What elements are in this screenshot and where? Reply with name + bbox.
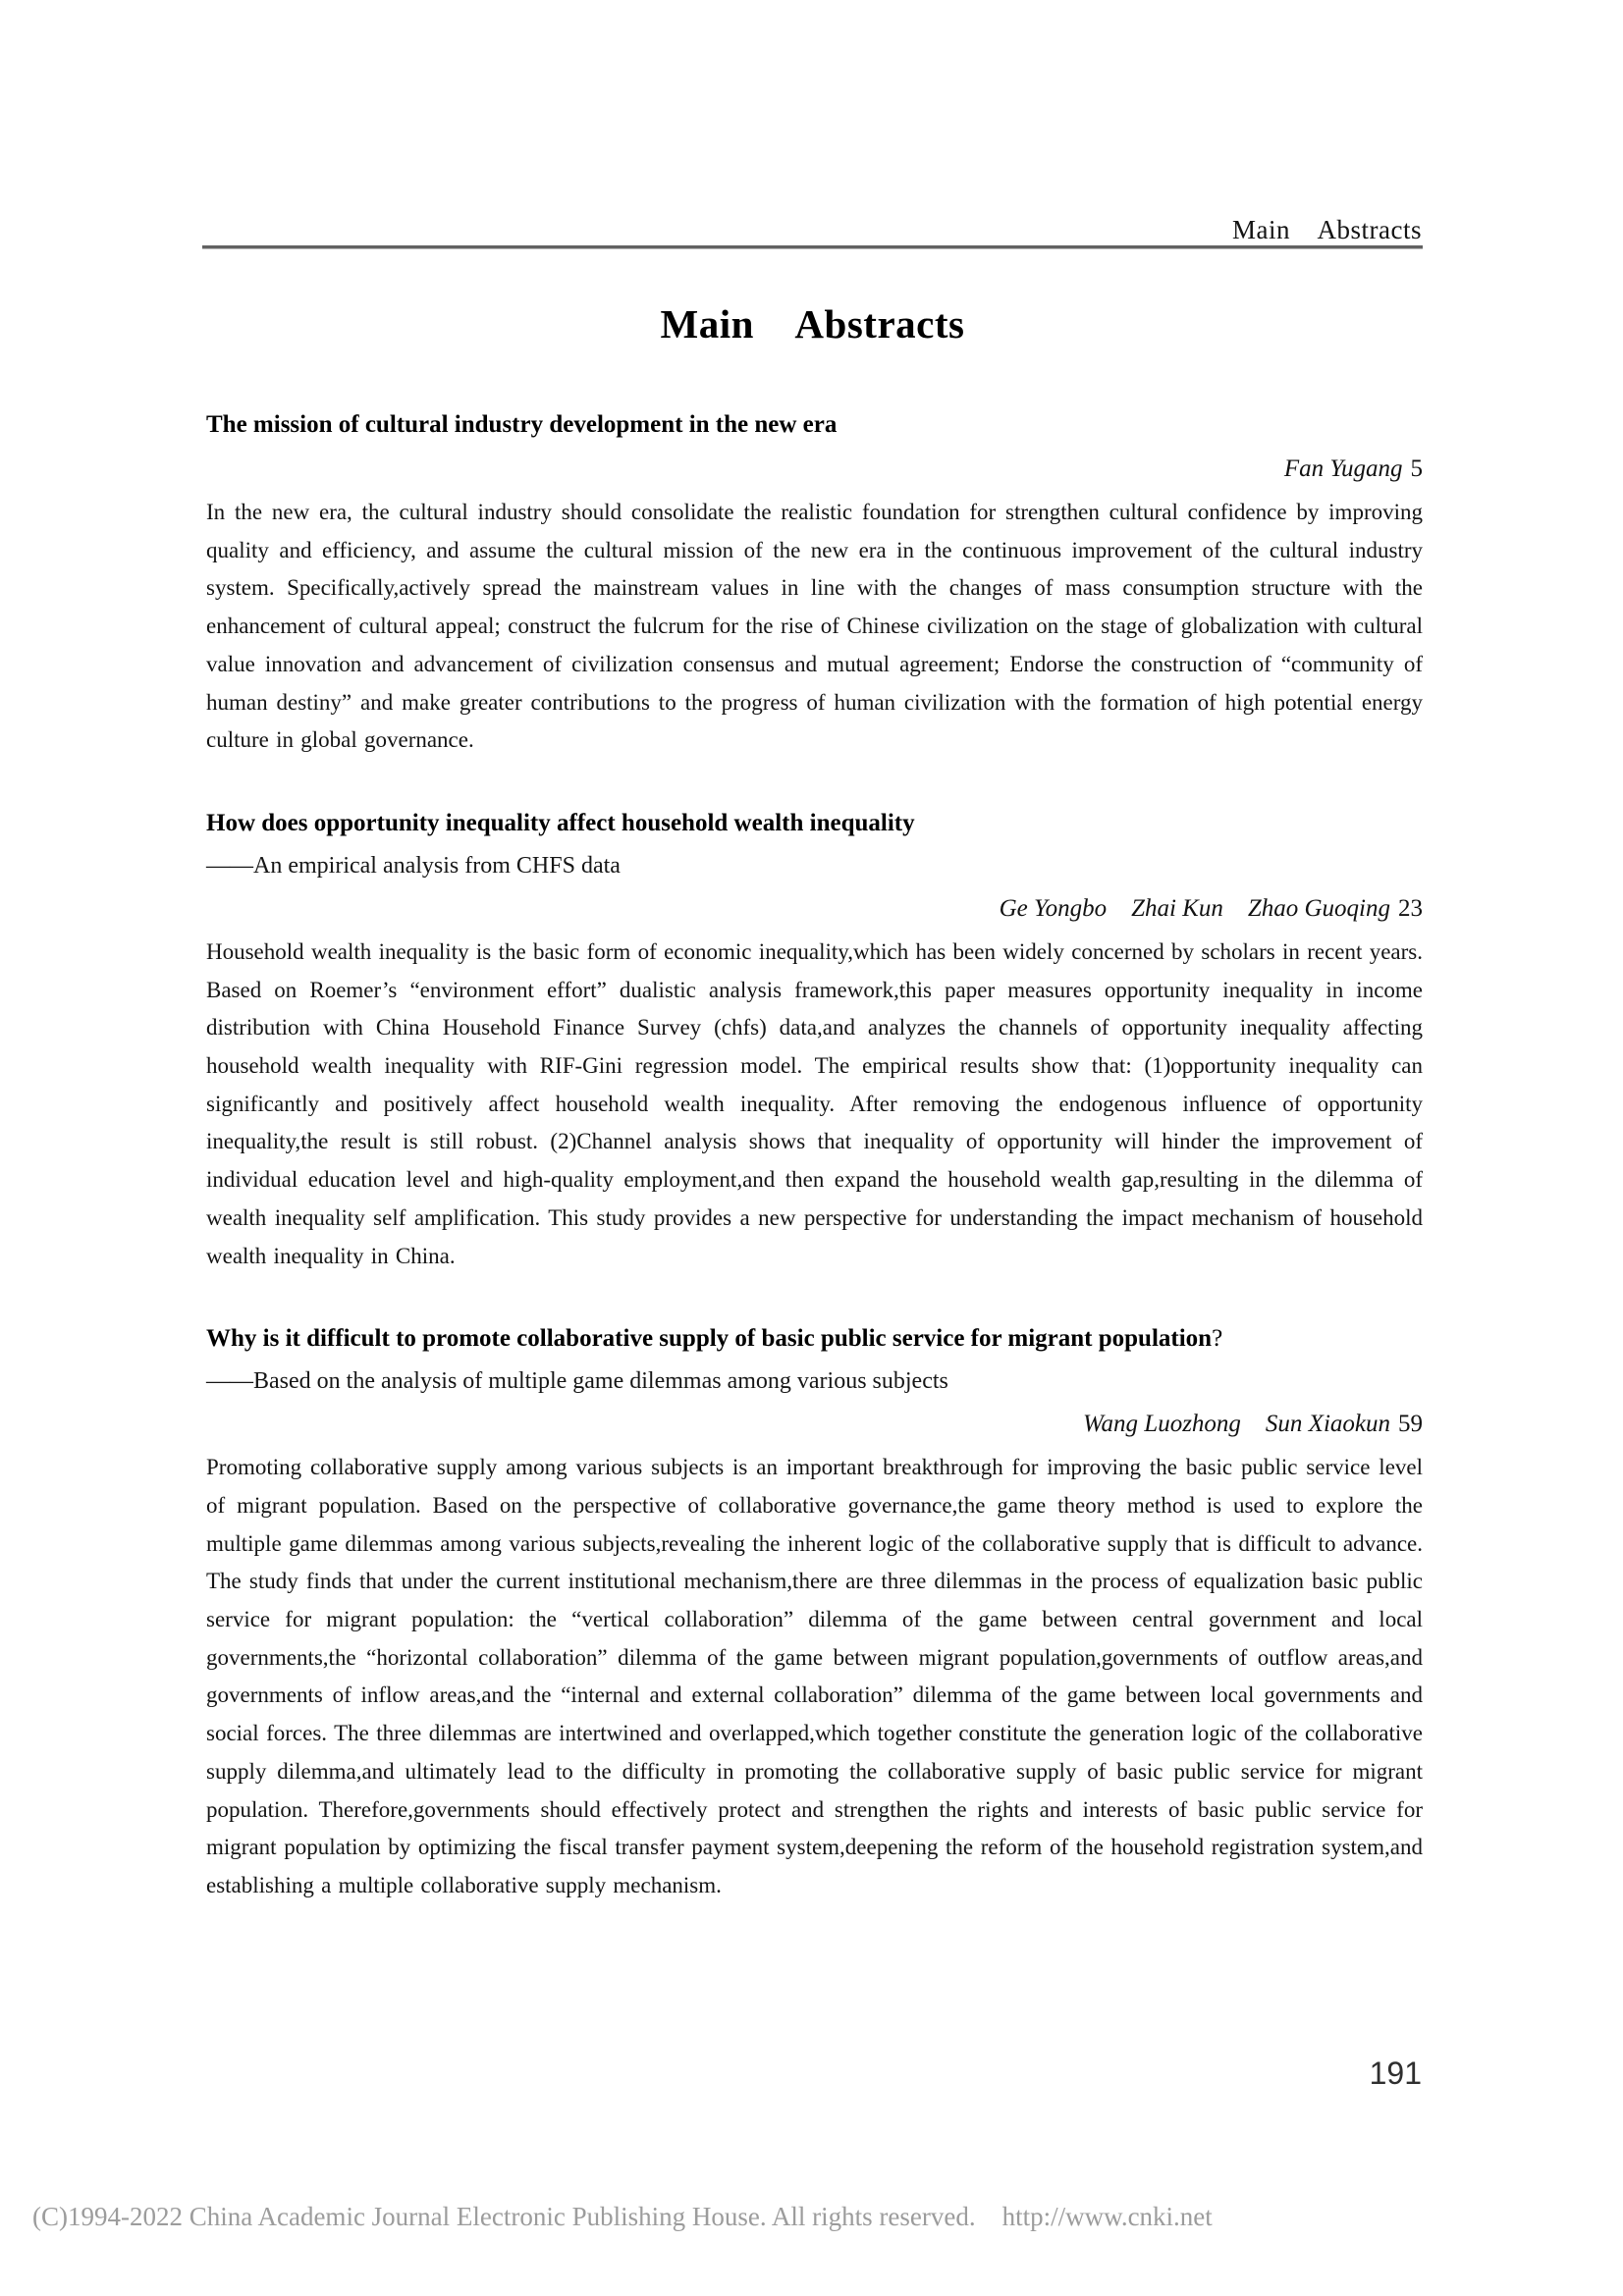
abstract-title-text: Why is it difficult to promote collaborative supply of basic public service for migrant population [206, 1325, 1213, 1353]
author-names: Ge Yongbo Zhai Kun Zhao Guoqing [999, 894, 1390, 922]
abstract-title-text: How does opportunity inequality affect household wealth inequality [206, 809, 915, 836]
abstract-authors [206, 894, 1423, 924]
author-page-ref: 59 [1398, 1411, 1423, 1438]
abstract-subtitle: ——An empirical analysis from CHFS data [206, 852, 621, 879]
abstract-subtitle: ——Based on the analysis of multiple game dilemmas among various subjects [206, 1368, 948, 1395]
abstract-section-1 [206, 406, 1423, 760]
abstract-section-3 [206, 1320, 1423, 1904]
abstract-title [206, 805, 1423, 839]
abstract-authors [206, 1410, 1423, 1439]
abstract-title-mark: ? [1212, 1325, 1223, 1353]
abstracts-content [206, 406, 1423, 1905]
abstract-authors [206, 454, 1423, 484]
page-number: 191 [1369, 2056, 1422, 2091]
abstract-body: Household wealth inequality is the basic form of economic inequality,which has been widely concerned by scholars in recent years. Based on Roemer’s “environment effort” dualistic analysis framework,this paper measures opportunity inequality in income distribution with China Household Finance Survey (chfs) data,and analyzes the channels of opportunity inequality affecting household wealth inequality with RIF-Gini regression model. The empirical results show that: (1)opportunity inequality can significantly and positively affect household wealth inequality. After removing the endogenous influence of opportunity inequality,the result is still robust. (2)Channel analysis shows that inequality of opportunity will hinder the improvement of individual education level and high-quality employment,and then expand the household wealth gap,resulting in the dilemma of wealth inequality self amplification. This study provides a new perspective for understanding the impact mechanism of household wealth inequality in China. [206, 938, 1423, 1268]
abstract-body: Promoting collaborative supply among various subjects is an important breakthrough for improving the basic public service level of migrant population. Based on the perspective of collaborative governance,the game theory method is used to explore the multiple game dilemmas among various subjects,revealing the inherent logic of the collaborative supply that is difficult to advance. The study finds that under the current institutional mechanism,there are three dilemmas in the process of equalization basic public service for migrant population: the “vertical collaboration” dilemma of the game between central government and local governments,the “horizontal collaboration” dilemma of the game between migrant population,governments of outflow areas,and governments of inflow areas,and the “internal and external collaboration” dilemma of the game between local governments and social forces. The three dilemmas are intertwined and overlapped,which together constitute the generation logic of the collaborative supply dilemma,and ultimately lead to the difficulty in promoting the collaborative supply of basic public service for migrant population. Therefore,governments should effectively protect and strengthen the rights and interests of basic public service for migrant population by optimizing the fiscal transfer payment system,deepening the reform of the household registration system,and establishing a multiple collaborative supply mechanism. [206, 1455, 1423, 1897]
author-page-ref: 5 [1410, 455, 1423, 482]
running-head: Main Abstracts [1232, 215, 1422, 244]
header-rule [202, 245, 1423, 249]
abstract-title [206, 406, 1423, 441]
abstract-section-2 [206, 805, 1423, 1275]
author-names: Wang Luozhong Sun Xiaokun [1083, 1411, 1390, 1438]
copyright-footer: (C)1994-2022 China Academic Journal Electronic Publishing House. All rights reserved. http://www.cnki.net [32, 2202, 1213, 2231]
author-names: Fan Yugang [1283, 455, 1403, 482]
page-title: Main Abstracts [660, 301, 965, 347]
abstract-title-text: The mission of cultural industry development in the new era [206, 411, 838, 438]
abstract-body: In the new era, the cultural industry should consolidate the realistic foundation for strengthen cultural confidence by improving quality and efficiency, and assume the cultural mission of the new era in the continuous improvement of the cultural industry system. Specifically,actively spread the mainstream values in line with the changes of mass consumption structure with the enhancement of cultural appeal; construct the fulcrum for the rise of Chinese civilization on the stage of globalization with cultural value innovation and advancement of civilization consensus and mutual agreement; Endorse the construction of “community of human destiny” and make greater contributions to the progress of human civilization with the formation of high potential energy culture in global governance. [206, 500, 1423, 753]
author-page-ref: 23 [1398, 894, 1423, 922]
abstract-title [206, 1320, 1423, 1355]
